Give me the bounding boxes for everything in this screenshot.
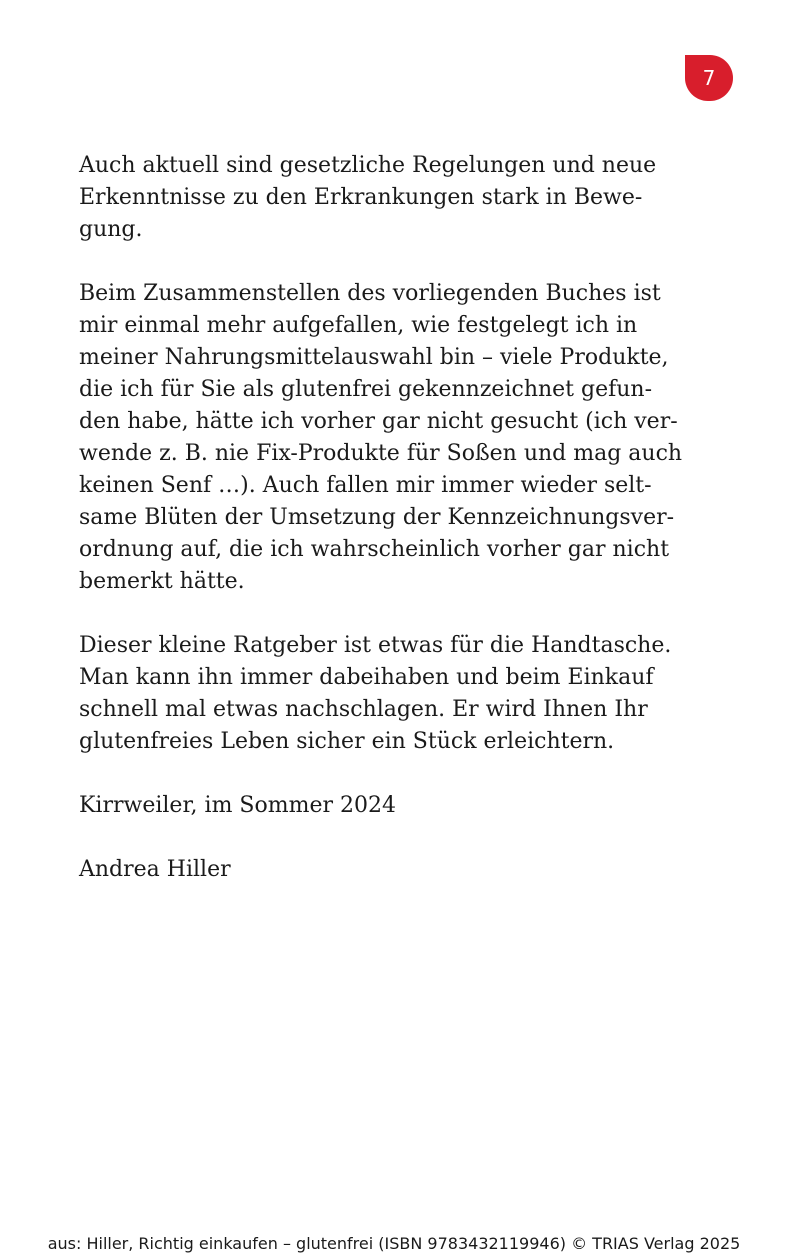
- text-line: den habe, hätte ich vorher gar nicht gesucht (ich ver-: [79, 409, 678, 434]
- paragraph-handbag-guide: [79, 630, 679, 758]
- text-line: schnell mal etwas nachschlagen. Er wird Ihnen Ihr: [79, 697, 648, 722]
- text-line: Man kann ihn immer dabeihaben und beim Einkauf: [79, 665, 654, 690]
- text-line: Andrea Hiller: [79, 857, 231, 882]
- text-line: Beim Zusammenstellen des vorliegenden Buches ist: [79, 281, 661, 306]
- page-number: 7: [702, 66, 716, 90]
- text-line: meiner Nahrungsmittelauswahl bin – viele Produkte,: [79, 345, 669, 370]
- paragraph-regulations: [79, 150, 679, 246]
- text-line: mir einmal mehr aufgefallen, wie festgelegt ich in: [79, 313, 638, 338]
- author-signature: [79, 854, 679, 886]
- text-line: Auch aktuell sind gesetzliche Regelungen und neue: [79, 153, 657, 178]
- body-text: [79, 150, 683, 918]
- source-footer: aus: Hiller, Richtig einkaufen – glutenfrei (ISBN 9783432119946) © TRIAS Verlag 2025: [47, 1234, 741, 1253]
- text-line: Kirrweiler, im Sommer 2024: [79, 793, 396, 818]
- text-line: bemerkt hätte.: [79, 569, 245, 594]
- text-line: ordnung auf, die ich wahrscheinlich vorher gar nicht: [79, 537, 670, 562]
- paragraph-compiling-book: [79, 278, 683, 598]
- text-line: same Blüten der Umsetzung der Kennzeichnungsver-: [79, 505, 675, 530]
- place-date: [79, 790, 679, 822]
- text-line: Dieser kleine Ratgeber ist etwas für die Handtasche.: [79, 633, 672, 658]
- text-line: Erkenntnisse zu den Erkrankungen stark in Bewe-: [79, 185, 643, 210]
- text-line: die ich für Sie als glutenfrei gekennzeichnet gefun-: [79, 377, 653, 402]
- text-line: glutenfreies Leben sicher ein Stück erleichtern.: [79, 729, 615, 754]
- text-line: gung.: [79, 217, 143, 242]
- page-number-badge: [685, 55, 733, 101]
- text-line: keinen Senf …). Auch fallen mir immer wieder selt-: [79, 473, 652, 498]
- text-line: wende z. B. nie Fix-Produkte für Soßen und mag auch: [79, 441, 683, 466]
